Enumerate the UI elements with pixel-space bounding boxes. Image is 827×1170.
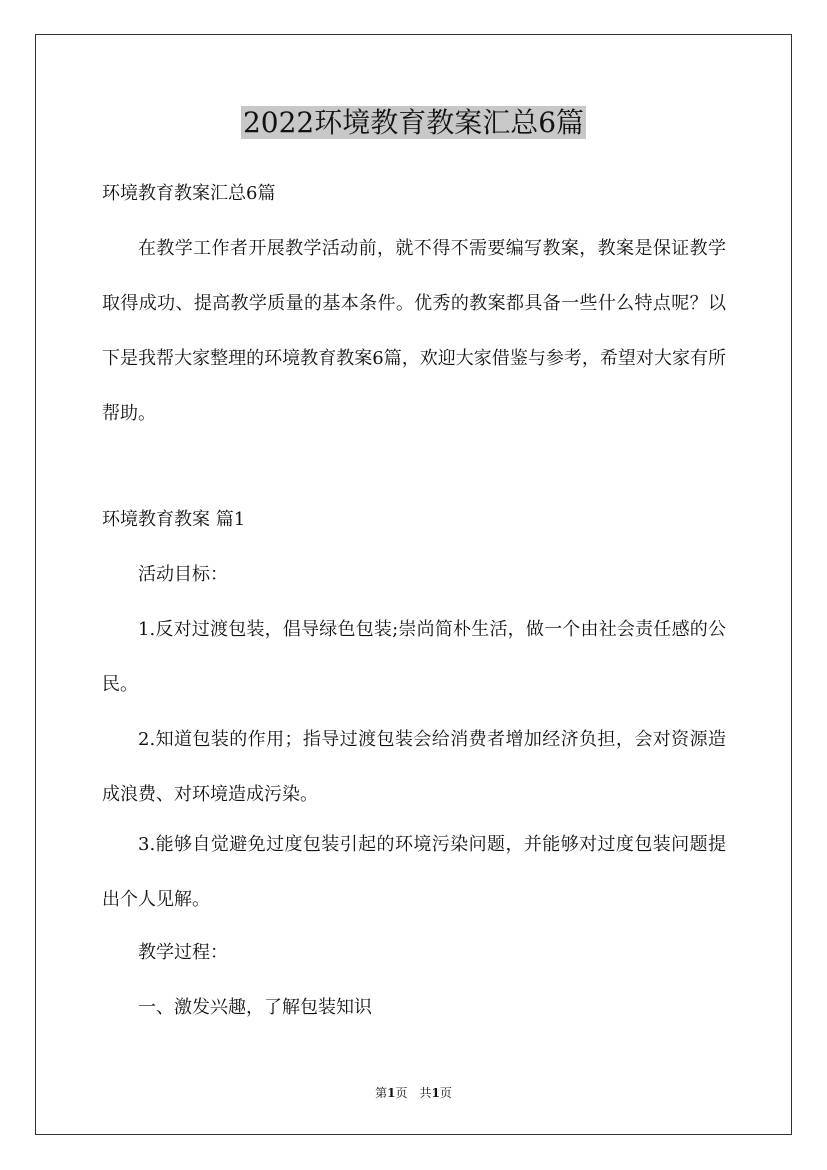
footer-page-mid: 页 共 <box>395 1086 432 1100</box>
footer-page-current: 1 <box>387 1086 396 1100</box>
document-title-text: 2022环境教育教案汇总6篇 <box>242 106 585 139</box>
goal-item-3: 3.能够自觉避免过度包装引起的环境污染问题，并能够对过度包装问题提出个人见解。 <box>102 834 726 910</box>
process-step-1: 一、激发兴趣，了解包装知识 <box>138 997 372 1018</box>
intro-paragraph: 在教学工作者开展教学活动前，就不得不需要编写教案，教案是保证教学取得成功、提高教学质量的基本条件。优秀的教案都具备一些什么特点呢？以下是我帮大家整理的环境教育教案6篇，欢迎大家借鉴与参考，希望对大家有所帮助。 <box>102 238 726 424</box>
document-title <box>0 103 827 143</box>
footer-page-total: 1 <box>431 1086 440 1100</box>
goal-item-2: 2.知道包装的作用；指导过渡包装会给消费者增加经济负担，会对资源造成浪费、对环境造成污染。 <box>102 729 726 805</box>
goals-label: 活动目标： <box>138 564 228 585</box>
goal-item-1: 1.反对过渡包装，倡导绿色包装;崇尚简朴生活，做一个由社会责任感的公民。 <box>102 619 726 695</box>
process-label: 教学过程： <box>138 942 228 963</box>
footer-page-suffix: 页 <box>439 1086 452 1100</box>
document-subtitle: 环境教育教案汇总6篇 <box>102 183 276 204</box>
section-heading: 环境教育教案 篇1 <box>102 509 246 530</box>
page-footer <box>0 1084 827 1102</box>
footer-page-prefix: 第 <box>375 1086 388 1100</box>
